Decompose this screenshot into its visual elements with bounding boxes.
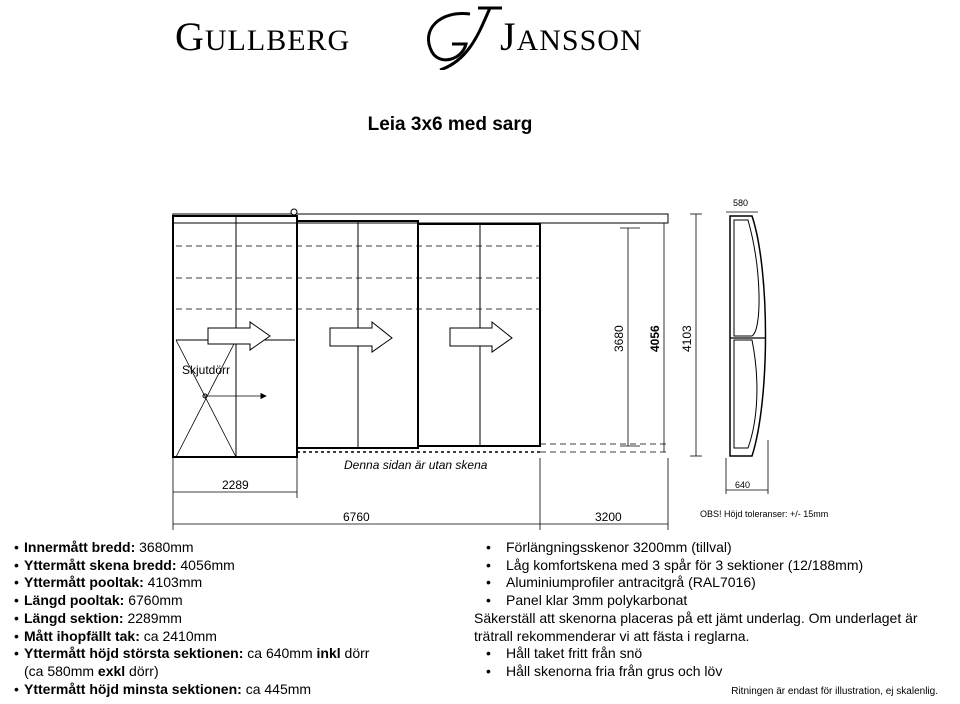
note-paragraph: Säkerställ att skenorna placeras på ett jämt underlag. Om underlaget är trätrall rekommenderar vi att fästa i reglarna. — [474, 609, 918, 644]
dim-extension: 3200 — [595, 510, 622, 524]
door-outline — [176, 340, 266, 457]
dim-outer-width: 4103 — [680, 325, 694, 352]
spec-item: • Yttermått skena bredd: 4056mm — [14, 556, 235, 573]
no-rail-side-label: Denna sidan är utan skena — [344, 458, 488, 472]
disclaimer-footnote: Ritningen är endast för illustration, ej skalenlig. — [731, 686, 938, 697]
spec-item: • Längd pooltak: 6760mm — [14, 592, 183, 609]
tolerance-note: OBS! Höjd toleranser: +/- 15mm — [700, 509, 829, 519]
logo-brand-right: JANSSON — [500, 14, 643, 59]
page-title: Leia 3x6 med sarg — [367, 114, 533, 135]
spec-list — [14, 539, 484, 698]
profile-dimensions — [726, 212, 768, 494]
logo-brand-left: GULLBERG — [175, 14, 351, 59]
spec-item: • Yttermått höjd minsta sektionen: ca 445mm — [14, 680, 312, 697]
note-bullet: • Panel klar 3mm polykarbonat — [474, 592, 954, 610]
note-bullet: • Håll taket fritt från snö — [474, 645, 954, 663]
spec-item: • Längd sektion: 2289mm — [14, 609, 182, 626]
note-bullet: • Låg komfortskena med 3 spår för 3 sektioner (12/188mm) — [474, 557, 954, 575]
dim-total-length: 6760 — [343, 510, 370, 524]
slide-arrow-icon — [208, 322, 512, 352]
dim-bottom-profile: 640 — [735, 480, 751, 490]
note-bullet: • Aluminiumprofiler antracitgrå (RAL7016) — [474, 574, 954, 592]
side-profile — [730, 216, 766, 456]
dim-rail-width: 4056 — [648, 325, 662, 352]
note-bullet: • Håll skenorna fria från grus och löv — [474, 663, 954, 681]
notes-section — [474, 539, 954, 681]
spec-item: • Yttermått pooltak: 4103mm — [14, 574, 203, 591]
spec-item: • Yttermått höjd största sektionen: ca 640mm inkl dörr — [14, 645, 370, 662]
spec-item-continued: (ca 580mm exkl dörr) — [24, 662, 159, 679]
hinge-icon — [291, 209, 297, 215]
spec-item: • Mått ihopfällt tak: ca 2410mm — [14, 627, 217, 644]
spec-item: • Innermått bredd: 3680mm — [14, 539, 194, 555]
door-label: Skjutdörr — [182, 363, 231, 377]
dim-top-profile: 580 — [733, 198, 749, 208]
note-bullet: • Förlängningsskenor 3200mm (tillval) — [474, 539, 954, 557]
dim-inner-width: 3680 — [612, 325, 626, 352]
dim-section-length: 2289 — [222, 478, 249, 492]
